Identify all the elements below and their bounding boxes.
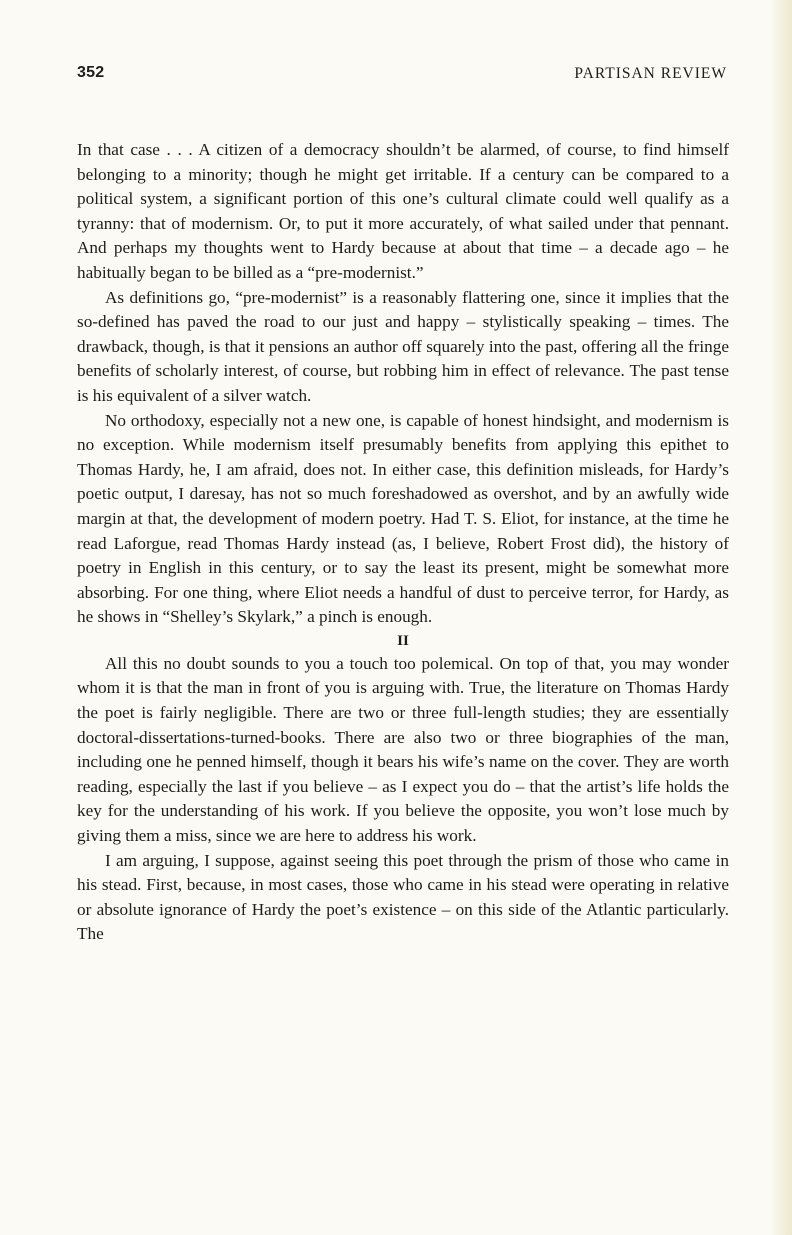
paragraph: As definitions go, “pre-modernist” is a reasonably flattering one, since it implies that the so-defined has paved the road to our just and happy – stylistically speaking – times. The drawback, though, is that it pensions an author off squarely into the past, offering all the fringe benefits of scholarly interest, of course, but robbing him in effect of relevance. The past tense is his equivalent of a silver watch. — [77, 287, 729, 405]
journal-title: PARTISAN REVIEW — [574, 65, 727, 82]
paragraph: No orthodoxy, especially not a new one, is capable of honest hindsight, and modernism is no exception. While modernism itself presumably benefits from applying this epithet to Thomas Hardy, he, I am afraid, does not. In either case, this definition misleads, for Hardy’s poetic output, I daresay, has not so much foreshadowed as overshot, and by an awfully wide margin at that, the development of modern poetry. Had T. S. Eliot, for instance, at the time he read Laforgue, read Thomas Hardy instead (as, I believe, Robert Frost did), the history of poetry in English in this century, or to say the least its present, might be somewhat more absorbing. For one thing, where Eliot needs a handful of dust to perceive terror, for Hardy, as he shows in “Shelley’s Skylark,” a pinch is enough. — [77, 410, 729, 627]
section-numeral: II — [397, 632, 409, 649]
running-head — [77, 64, 727, 86]
page-edge-shadow — [770, 0, 792, 1235]
article-body — [77, 138, 729, 947]
paragraph: I am arguing, I suppose, against seeing this poet through the prism of those who came in his stead. First, because, in most cases, those who came in his stead were operating in relative or absolute ignorance of Hardy the poet’s existence – on this side of the Atlantic particularly. The — [77, 850, 729, 944]
page-number: 352 — [77, 64, 105, 81]
paragraph: In that case . . . A citizen of a democracy shouldn’t be alarmed, of course, to find himself belonging to a minority; though he might get irritable. If a century can be compared to a political system, a significant portion of this one’s cultural climate could well qualify as a tyranny: that of modernism. Or, to put it more accurately, of what sailed under that pennant. And perhaps my thoughts went to Hardy because at about that time – a decade ago – he habitually began to be billed as a “pre-modernist.” — [77, 140, 729, 282]
paragraph: All this no doubt sounds to you a touch too polemical. On top of that, you may wonder whom it is that the man in front of you is arguing with. True, the literature on Thomas Hardy the poet is fairly negligible. There are two or three full-length studies; they are essentially doctoral-dissertations-turned-books. There are also two or three biographies of the man, including one he penned himself, though it bears his wife’s name on the cover. They are worth reading, especially the last if you believe – as I expect you do – that the artist’s life holds the key for the understanding of his work. If you believe the opposite, you won’t lose much by giving them a miss, since we are here to address his work. — [77, 653, 729, 846]
